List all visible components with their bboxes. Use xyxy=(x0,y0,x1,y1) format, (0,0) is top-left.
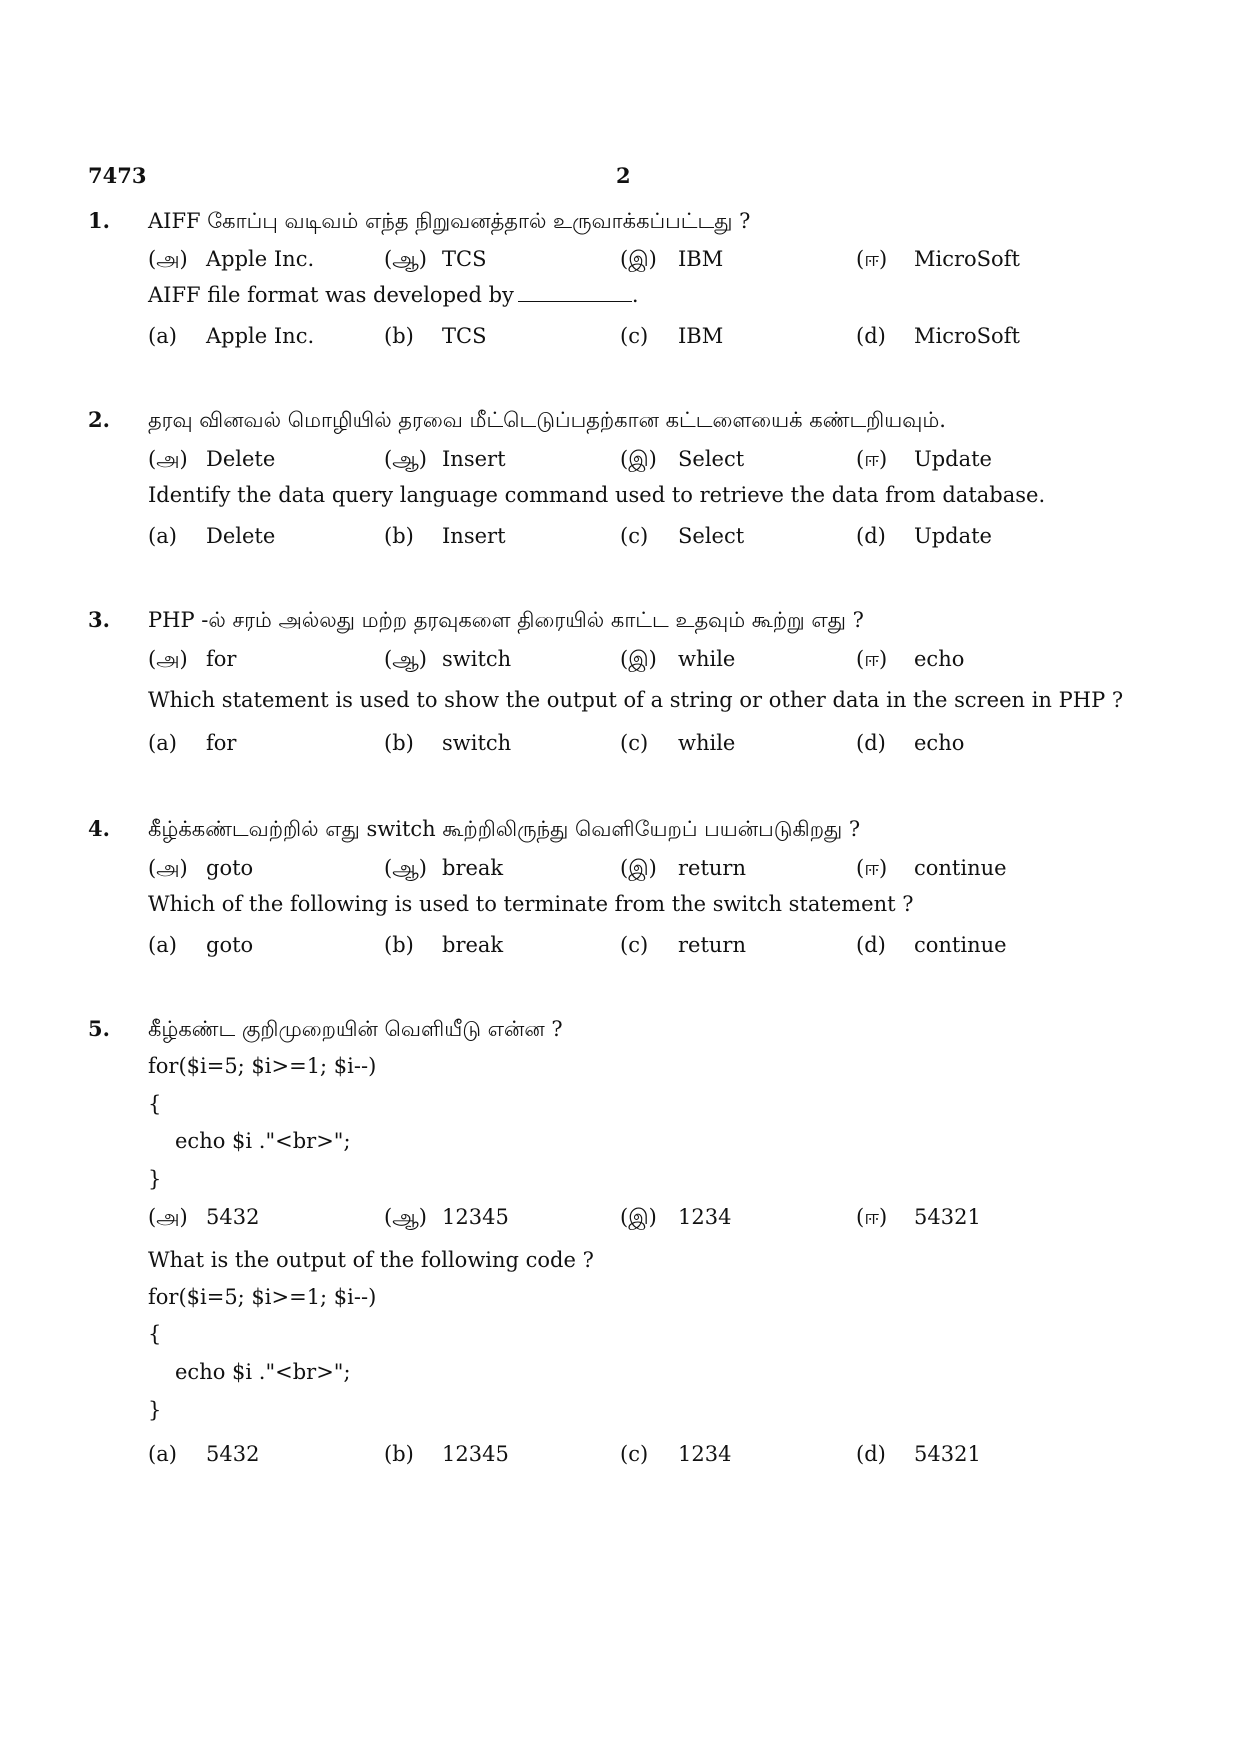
option-text: return xyxy=(678,856,746,880)
page-header xyxy=(88,163,1152,193)
option-text: 12345 xyxy=(442,1442,509,1466)
option-label: (b) xyxy=(384,731,414,755)
option-text: Delete xyxy=(206,447,276,471)
option-label: (c) xyxy=(620,1442,649,1466)
option-label: (அ) xyxy=(148,447,188,471)
code-line: { xyxy=(148,1322,162,1346)
question-english-end: . xyxy=(631,283,639,307)
question-english-text: AIFF file format was developed by xyxy=(148,283,514,307)
question-tamil: PHP -ல் சரம் அல்லது மற்ற தரவுகளை திரையில் காட்ட உதவும் கூற்று எது ? xyxy=(148,608,864,632)
code-line: } xyxy=(148,1167,162,1191)
option-text: 54321 xyxy=(914,1442,981,1466)
code-line: { xyxy=(148,1092,162,1116)
option-label: (d) xyxy=(856,524,886,548)
option-text: for xyxy=(206,731,237,755)
code-line: echo $i ."<br>"; xyxy=(175,1129,351,1153)
option-label: (b) xyxy=(384,933,414,957)
option-text: break xyxy=(442,933,504,957)
option-text: Insert xyxy=(442,524,506,548)
question-number: 3. xyxy=(88,607,110,632)
option-text: switch xyxy=(442,647,512,671)
page-number: 2 xyxy=(616,163,631,188)
question-english: Which statement is used to show the output of a string or other data in the screen in PHP ? xyxy=(148,688,1124,712)
option-text: continue xyxy=(914,856,1007,880)
question-tamil: கீழ்கண்ட குறிமுறையின் வெளியீடு என்ன ? xyxy=(148,1017,563,1041)
option-text: Insert xyxy=(442,447,506,471)
question-english: Which of the following is used to terminate from the switch statement ? xyxy=(148,892,914,916)
option-text: Select xyxy=(678,524,745,548)
option-label: (ஆ) xyxy=(384,1205,427,1229)
option-text: Update xyxy=(914,524,992,548)
option-label: (ஆ) xyxy=(384,447,427,471)
paper-code: 7473 xyxy=(88,163,147,188)
option-text: continue xyxy=(914,933,1007,957)
option-label: (c) xyxy=(620,324,649,348)
option-text: TCS xyxy=(442,324,487,348)
option-text: Apple Inc. xyxy=(206,247,315,271)
option-text: 1234 xyxy=(678,1442,732,1466)
code-line: echo $i ."<br>"; xyxy=(175,1360,351,1384)
option-label: (a) xyxy=(148,324,177,348)
option-text: IBM xyxy=(678,324,724,348)
code-line: for($i=5; $i>=1; $i--) xyxy=(148,1285,377,1309)
option-label: (c) xyxy=(620,933,649,957)
option-label: (b) xyxy=(384,324,414,348)
option-label: (d) xyxy=(856,324,886,348)
option-label: (b) xyxy=(384,524,414,548)
question-english: Identify the data query language command used to retrieve the data from database. xyxy=(148,483,1046,507)
option-label: (a) xyxy=(148,731,177,755)
option-text: 5432 xyxy=(206,1442,260,1466)
question-tamil: தரவு வினவல் மொழியில் தரவை மீட்டெடுப்பதற்கான கட்டளையைக் கண்டறியவும். xyxy=(148,408,946,432)
question-english xyxy=(148,279,639,311)
option-label: (ஆ) xyxy=(384,647,427,671)
option-text: 5432 xyxy=(206,1205,260,1229)
code-line: } xyxy=(148,1398,162,1422)
option-text: TCS xyxy=(442,247,487,271)
option-label: (அ) xyxy=(148,1205,188,1229)
option-label: (d) xyxy=(856,933,886,957)
code-line: for($i=5; $i>=1; $i--) xyxy=(148,1054,377,1078)
option-label: (ஆ) xyxy=(384,856,427,880)
option-text: break xyxy=(442,856,504,880)
option-text: 12345 xyxy=(442,1205,509,1229)
option-text: IBM xyxy=(678,247,724,271)
option-text: Delete xyxy=(206,524,276,548)
option-text: while xyxy=(678,731,736,755)
option-label: (அ) xyxy=(148,856,188,880)
option-label: (a) xyxy=(148,524,177,548)
question-english: What is the output of the following code ? xyxy=(148,1248,594,1272)
option-label: (இ) xyxy=(620,647,657,671)
option-label: (இ) xyxy=(620,1205,657,1229)
option-text: Apple Inc. xyxy=(206,324,315,348)
option-label: (ஈ) xyxy=(856,647,888,671)
option-text: echo xyxy=(914,731,965,755)
option-label: (அ) xyxy=(148,247,188,271)
question-number: 2. xyxy=(88,407,110,432)
option-label: (a) xyxy=(148,1442,177,1466)
option-text: return xyxy=(678,933,746,957)
question-number: 5. xyxy=(88,1016,110,1041)
option-text: Update xyxy=(914,447,992,471)
option-label: (இ) xyxy=(620,247,657,271)
option-label: (b) xyxy=(384,1442,414,1466)
option-label: (ஆ) xyxy=(384,247,427,271)
option-label: (c) xyxy=(620,524,649,548)
question-number: 4. xyxy=(88,816,110,841)
option-label: (ஈ) xyxy=(856,447,888,471)
option-text: goto xyxy=(206,933,254,957)
question-number: 1. xyxy=(88,208,110,233)
option-label: (அ) xyxy=(148,647,188,671)
option-label: (d) xyxy=(856,731,886,755)
option-label: (a) xyxy=(148,933,177,957)
option-label: (ஈ) xyxy=(856,1205,888,1229)
question-tamil: AIFF கோப்பு வடிவம் எந்த நிறுவனத்தால் உருவாக்கப்பட்டது ? xyxy=(148,209,751,233)
question-tamil: கீழ்க்கண்டவற்றில் எது switch கூற்றிலிருந்து வெளியேறப் பயன்படுகிறது ? xyxy=(148,817,861,841)
answer-blank xyxy=(518,279,632,302)
option-text: switch xyxy=(442,731,512,755)
option-text: for xyxy=(206,647,237,671)
option-text: 1234 xyxy=(678,1205,732,1229)
option-text: goto xyxy=(206,856,254,880)
option-label: (d) xyxy=(856,1442,886,1466)
option-label: (c) xyxy=(620,731,649,755)
option-text: while xyxy=(678,647,736,671)
option-label: (ஈ) xyxy=(856,856,888,880)
option-text: echo xyxy=(914,647,965,671)
option-label: (இ) xyxy=(620,856,657,880)
option-text: MicroSoft xyxy=(914,324,1020,348)
option-text: MicroSoft xyxy=(914,247,1020,271)
option-text: 54321 xyxy=(914,1205,981,1229)
option-label: (இ) xyxy=(620,447,657,471)
option-label: (ஈ) xyxy=(856,247,888,271)
option-text: Select xyxy=(678,447,745,471)
